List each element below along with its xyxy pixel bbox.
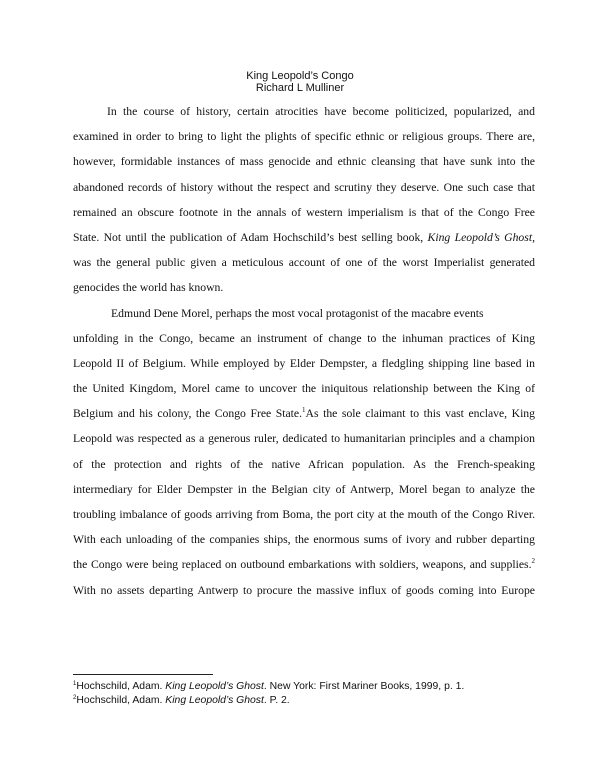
text-line: the United Kingdom, Morel came to uncover the iniquitous relationship between the King of bbox=[73, 382, 535, 396]
text-line bbox=[73, 225, 535, 250]
text-line: abandoned records of history without the respect and scrutiny they deserve. One such case that bbox=[73, 180, 535, 194]
text-line: genocides the world has known. bbox=[73, 281, 224, 295]
text-line: remained an obscure footnote in the annals of western imperialism is that of the Congo Free bbox=[73, 205, 535, 219]
document-body bbox=[73, 99, 535, 603]
footnote-book-title: King Leopold’s Ghost bbox=[165, 681, 264, 692]
text-line: of the protection and rights of the native African population. As the French-speaking bbox=[73, 457, 535, 471]
footnote-1 bbox=[73, 680, 553, 694]
text-segment: State. Not until the publication of Adam Hochschild’s best selling book, bbox=[73, 230, 428, 244]
text-line: In the course of history, certain atrocities have become politicized, popularized, and bbox=[107, 105, 535, 118]
text-line bbox=[73, 552, 535, 577]
title-block bbox=[0, 70, 600, 94]
footnote-mark: 1 bbox=[73, 681, 77, 687]
text-line: was the general public given a meticulous account of one of the worst Imperialist generated bbox=[73, 256, 535, 270]
text-line: examined in order to bring to light the plights of specific ethnic or religious groups. There are, bbox=[73, 130, 535, 144]
footnote-book-title: King Leopold’s Ghost bbox=[165, 695, 264, 706]
document-title: King Leopold’s Congo bbox=[246, 70, 354, 82]
text-line: Edmund Dene Morel, perhaps the most vocal protagonist of the macabre events bbox=[111, 306, 484, 320]
text-line: With no assets departing Antwerp to procure the massive influx of goods coming into Europe bbox=[73, 583, 535, 597]
text-line: however, formidable instances of mass genocide and ethnic cleansing that have sunk into the bbox=[73, 155, 535, 169]
footnote-text: . New York: First Mariner Books, 1999, p. 1. bbox=[263, 681, 465, 692]
text-line: Leopold was respected as a generous ruler, dedicated to humanitarian principles and a champion bbox=[73, 432, 535, 446]
text-segment: the Congo were being replaced on outbound embarkations with soldiers, weapons, and supplies. bbox=[73, 558, 532, 572]
footnote-ref: 2 bbox=[531, 557, 535, 566]
footnote-text: . P. 2. bbox=[263, 695, 290, 706]
text-line: unfolding in the Congo, became an instrument of change to the inhuman practices of King bbox=[73, 331, 535, 345]
footnote-text: Hochschild, Adam. bbox=[76, 681, 166, 692]
footnote-text: Hochschild, Adam. bbox=[76, 695, 166, 706]
text-line: With each unloading of the companies ships, the enormous sums of ivory and rubber departing bbox=[73, 533, 535, 547]
paragraph-1 bbox=[73, 99, 535, 301]
paragraph-2 bbox=[73, 301, 535, 603]
text-line: troubling imbalance of goods arriving from Boma, the port city at the mouth of the Congo River. bbox=[73, 508, 535, 521]
footnote-2 bbox=[73, 694, 553, 708]
book-title: King Leopold’s Ghost bbox=[427, 230, 533, 244]
text-line bbox=[73, 401, 535, 426]
text-segment: Belgium and his colony, the Congo Free State. bbox=[73, 407, 303, 421]
footnote-mark: 2 bbox=[73, 695, 77, 701]
text-segment: As the sole claimant to this vast enclave, King bbox=[305, 407, 535, 421]
footnote-separator bbox=[73, 674, 213, 675]
text-line: Leopold II of Belgium. While employed by Elder Dempster, a fledgling shipping line based in bbox=[73, 356, 535, 370]
document-author: Richard L Mulliner bbox=[255, 82, 345, 94]
text-segment: , bbox=[532, 230, 535, 244]
footnotes bbox=[73, 680, 553, 708]
footnote-ref: 1 bbox=[302, 406, 306, 415]
text-line: intermediary for Elder Dempster in the Belgian city of Antwerp, Morel began to analyze the bbox=[73, 482, 535, 496]
